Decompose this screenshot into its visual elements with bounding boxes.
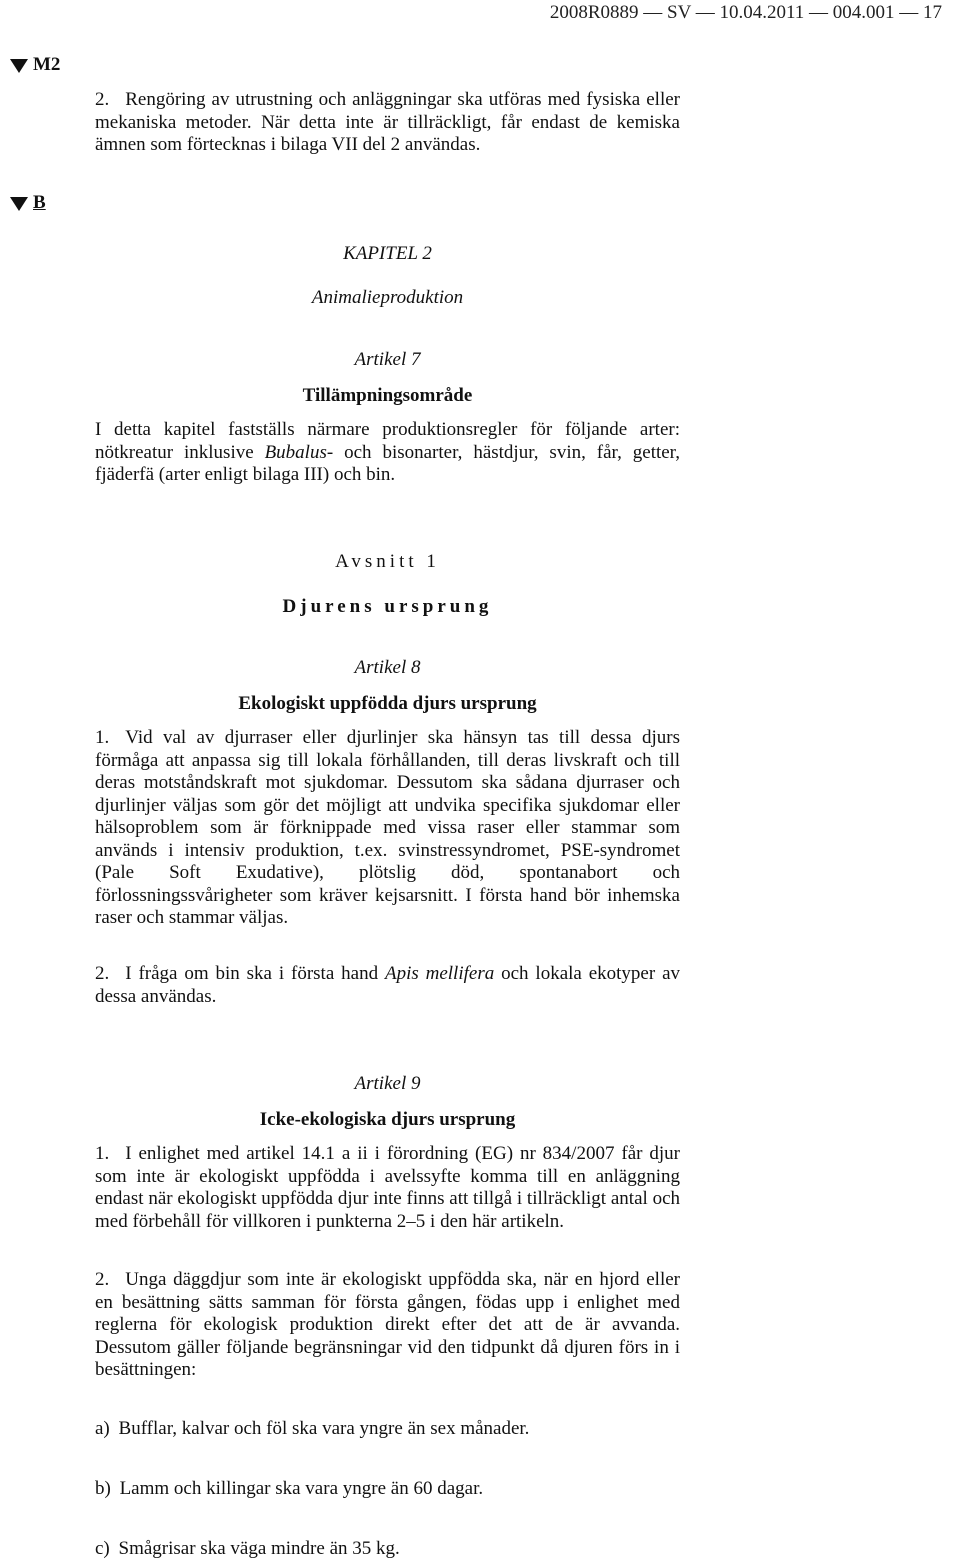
list-key: a) <box>95 1418 110 1439</box>
amendment-marker-m2[interactable] <box>10 53 60 77</box>
triangle-down-icon <box>10 197 28 211</box>
list-key: c) <box>95 1538 110 1559</box>
triangle-down-icon <box>10 59 28 73</box>
list-text: Smågrisar ska väga mindre än 35 kg. <box>118 1538 400 1559</box>
paragraph-text-italic: Apis mellifera <box>384 963 495 984</box>
list-item-c <box>95 1537 680 1561</box>
article-7-label: Artikel 7 <box>354 349 421 370</box>
article-9-paragraph-2 <box>95 1269 680 1382</box>
article-8-paragraph-2 <box>95 963 680 1008</box>
paragraph-text: Rengöring av utrustning och anläggningar ska utföras med fysiska eller mekaniska metoder. När detta inte är tillräckligt, får endast de kemiska ämnen som förtecknas i bilaga VII del 2 användas. <box>95 89 680 155</box>
paragraph-text-1: I fråga om bin ska i första hand <box>125 963 385 984</box>
paragraph-number: 2. <box>95 963 110 984</box>
article-8-label: Artikel 8 <box>354 657 421 678</box>
chapter-label: KAPITEL 2 <box>343 243 432 264</box>
article-9-title: Icke-ekologiska djurs ursprung <box>259 1109 516 1130</box>
paragraph-text-2: och lokala ekotyper av dessa användas. <box>95 963 680 1007</box>
list-item-b <box>95 1477 680 1501</box>
paragraph-number: 1. <box>95 727 110 748</box>
marker-label: B <box>33 192 46 213</box>
section-title: Djurens ursprung <box>282 596 493 617</box>
page-header: 2008R0889 — SV — 10.04.2011 — 004.001 — 17 <box>549 2 942 23</box>
article-8-paragraph-1 <box>95 727 680 930</box>
article-8-title: Ekologiskt uppfödda djurs ursprung <box>238 693 537 714</box>
list-text: Lamm och killingar ska vara yngre än 60 dagar. <box>119 1478 484 1499</box>
article-7-text-1: I detta kapitel fastställs närmare produktionsregler för följande arter: nötkreatur inklusive <box>95 419 680 463</box>
m2-paragraph <box>95 89 680 157</box>
article-7-text-italic: Bubalus <box>264 441 327 463</box>
list-item-a <box>95 1417 680 1441</box>
amendment-marker-b[interactable] <box>10 191 46 215</box>
paragraph-number: 2. <box>95 1269 110 1290</box>
article-7-paragraph <box>95 419 680 487</box>
paragraph-number: 1. <box>95 1143 110 1164</box>
article-7-title: Tillämpningsområde <box>302 385 473 406</box>
article-9-label: Artikel 9 <box>354 1073 421 1094</box>
list-text: Bufflar, kalvar och föl ska vara yngre än sex månader. <box>118 1418 530 1439</box>
paragraph-text: Vid val av djurraser eller djurlinjer ska hänsyn tas till dessa djurs förmåga att anpassa sig till lokala förhållanden, till deras livskraft och till deras motståndskraft mot sjukdomar. Dessutom ska sådana djurraser och djurlinjer väljas som gör det möjligt att undvika specifika sjukdomar eller hälsoproblem som är förknippade med vissa raser eller stammar som används i intensiv produktion, t.ex. svinstressyndromet, PSE-syndromet (Pale Soft Exudative), plötslig död, spontanabort och förlossningssvårigheter som kräver kejsarsnitt. I första hand bör inhemska raser och stammar väljas. <box>95 727 680 928</box>
marker-label: M2 <box>33 54 61 75</box>
paragraph-text: I enlighet med artikel 14.1 a ii i förordning (EG) nr 834/2007 får djur som inte är ekologiskt uppfödda i avelssyfte komma till en anläggning endast när ekologiskt uppfödda djur inte finns att tillgå i tillräckligt antal och med förbehåll för villkoren i punkterna 2–5 i den här artikeln. <box>95 1143 680 1232</box>
paragraph-number: 2. <box>95 89 110 110</box>
chapter-title: Animalieproduktion <box>311 287 464 308</box>
list-key: b) <box>95 1478 111 1499</box>
article-7-text-2: - och bisonarter, hästdjur, svin, får, getter, fjäderfä (arter enligt bilaga III) och bin. <box>95 441 680 485</box>
paragraph-text: Unga däggdjur som inte är ekologiskt uppfödda ska, när en hjord eller en besättning sätts samman för första gången, födas upp i enlighet med reglerna för ekologisk produktion direkt efter det att de är avvanda. Dessutom gäller följande begränsningar vid den tidpunkt då djuren förs in i besättningen: <box>95 1269 680 1380</box>
section-label: Avsnitt 1 <box>335 551 440 572</box>
article-9-paragraph-1 <box>95 1143 680 1233</box>
